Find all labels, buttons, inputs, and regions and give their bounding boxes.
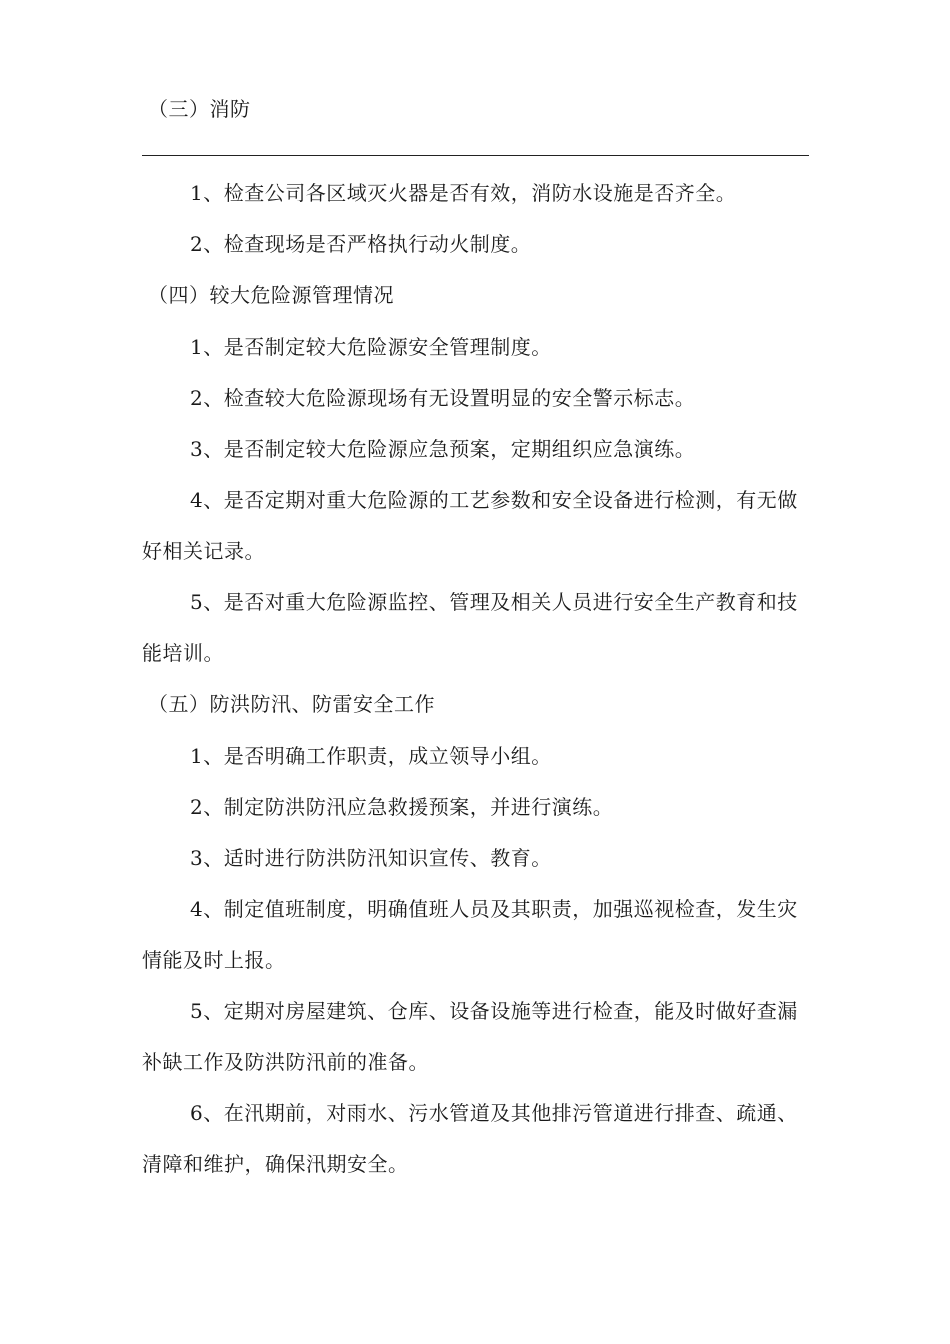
section-heading-flood: （五）防洪防汛、防雷安全工作 — [148, 692, 435, 716]
hazard-item-1: 1、是否制定较大危险源安全管理制度。 — [190, 335, 552, 359]
fire-item-2: 2、检查现场是否严格执行动火制度。 — [190, 232, 532, 256]
horizontal-rule — [142, 155, 809, 156]
flood-item-1: 1、是否明确工作职责，成立领导小组。 — [190, 744, 552, 768]
section-heading-fire: （三）消防 — [148, 97, 251, 121]
section-heading-hazard: （四）较大危险源管理情况 — [148, 283, 394, 307]
hazard-item-4: 4、是否定期对重大危险源的工艺参数和安全设备进行检测，有无做好相关记录。 — [142, 488, 798, 563]
flood-item-3: 3、适时进行防洪防汛知识宣传、教育。 — [190, 846, 552, 870]
hazard-item-5: 5、是否对重大危险源监控、管理及相关人员进行安全生产教育和技能培训。 — [142, 590, 798, 665]
flood-item-6: 6、在汛期前，对雨水、污水管道及其他排污管道进行排查、疏通、清障和维护，确保汛期安全。 — [142, 1101, 798, 1176]
fire-item-1: 1、检查公司各区域灭火器是否有效，消防水设施是否齐全。 — [190, 181, 737, 205]
hazard-item-3: 3、是否制定较大危险源应急预案，定期组织应急演练。 — [190, 437, 696, 461]
flood-item-2: 2、制定防洪防汛应急救援预案，并进行演练。 — [190, 795, 614, 819]
flood-item-5: 5、定期对房屋建筑、仓库、设备设施等进行检查，能及时做好查漏补缺工作及防洪防汛前的准备。 — [142, 999, 798, 1074]
flood-item-4: 4、制定值班制度，明确值班人员及其职责，加强巡视检查，发生灾情能及时上报。 — [142, 897, 798, 972]
hazard-item-2: 2、检查较大危险源现场有无设置明显的安全警示标志。 — [190, 386, 696, 410]
